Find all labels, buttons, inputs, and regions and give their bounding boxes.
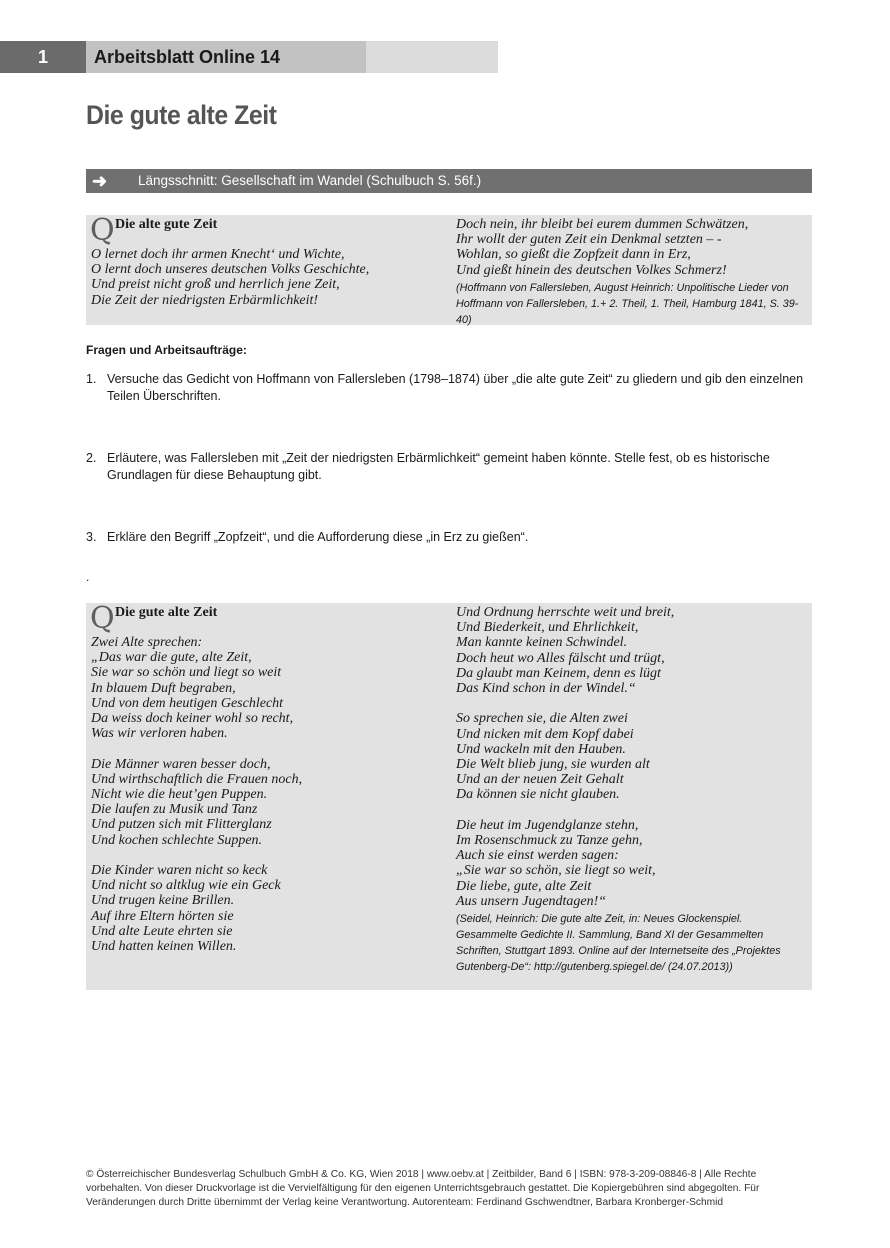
source-box-2 bbox=[86, 603, 812, 990]
task-item bbox=[86, 529, 812, 546]
section-label: Längsschnitt: Gesellschaft im Wandel (Schulbuch S. 56f.) bbox=[138, 173, 482, 188]
stray-dot: . bbox=[86, 570, 90, 584]
source-title: Die gute alte Zeit bbox=[115, 605, 218, 620]
poem-right-lines: Doch nein, ihr bleibt bei eurem dummen Schwätzen, Ihr wollt der guten Zeit ein Denkmal setzten – - Wohlan, so gießt die Zopfzeit dann in Erz, Und gießt hinein des deutschen Volkes Schmerz! bbox=[456, 217, 749, 278]
questions-heading: Fragen und Arbeitsaufträge: bbox=[86, 343, 247, 357]
header-bar-tail bbox=[366, 41, 498, 73]
poem-left-column: O lernet doch ihr armen Knecht‘ und Wichte, O lernt doch unseres deutschen Volks Geschichte, Und preist nicht groß und herrlich jene Zeit, Die Zeit der niedrigsten Erbärmlichkeit! bbox=[91, 247, 370, 308]
source-box-1 bbox=[86, 215, 812, 325]
arrow-right-icon: ➜ bbox=[92, 171, 108, 191]
poem-right-column bbox=[456, 217, 806, 328]
poem-right-column bbox=[456, 605, 806, 975]
source-q-icon: Q bbox=[90, 601, 115, 636]
task-number: 1. bbox=[86, 372, 97, 386]
task-item bbox=[86, 450, 812, 484]
task-text: Erkläre den Begriff „Zopfzeit“, und die Aufforderung diese „in Erz zu gießen“. bbox=[107, 530, 529, 544]
source-citation: (Seidel, Heinrich: Die gute alte Zeit, in: Neues Glockenspiel. Gesammelte Gedichte II. Sammlung, Band XI der Gesammelten Schriften, Stuttgart 1893. Online auf der Internetseite des „Projektes Gutenberg-De“: http://gutenberg.spiegel.de/ (24.07.2013)) bbox=[456, 913, 781, 974]
worksheet-title: Arbeitsblatt Online 14 bbox=[86, 41, 366, 73]
worksheet-number: 1 bbox=[0, 41, 86, 73]
task-item bbox=[86, 371, 812, 405]
poem-right-lines: Und Ordnung herrschte weit und breit, Und Biederkeit, und Ehrlichkeit, Man kannte keinen Schwindel. Doch heut wo Alles fälscht und trügt, Da glaubt man Keinem, denn es lügt Das Kind schon in der Windel.“ So sprechen sie, die Alten zwei Und nicken mit dem Kopf dabei Und wackeln mit den Hauben. Die Welt blieb jung, sie wurden alt Und an der neuen Zeit Gehalt Da können sie nicht glauben. Die heut im Jugendglanze stehn, Im Rosenschmuck zu Tanze gehn, Auch sie einst werden sagen: „Sie war so schön, sie liegt so weit, Die liebe, gute, alte Zeit Aus unsern Jugendtagen!“ bbox=[456, 605, 675, 909]
section-bar bbox=[86, 169, 812, 193]
task-number: 2. bbox=[86, 451, 97, 465]
task-text: Erläutere, was Fallersleben mit „Zeit der niedrigsten Erbärmlichkeit“ gemeint haben könnte. Stelle fest, ob es historische Grundlagen für diese Behauptung gibt. bbox=[107, 451, 770, 482]
task-text: Versuche das Gedicht von Hoffmann von Fallersleben (1798–1874) über „die alte gute Zeit“ zu gliedern und gib den einzelnen Teilen Überschriften. bbox=[107, 372, 804, 403]
copyright-footer: © Österreichischer Bundesverlag Schulbuch GmbH & Co. KG, Wien 2018 | www.oebv.at | Zeitbilder, Band 6 | ISBN: 978-3-209-08846-8 | Alle Rechte vorbehalten. Von dieser Druckvorlage ist die Vervielfältigung für den eigenen Unterrichtsgebrauch gestattet. Die Kopiergebühren sind abgegolten. Für Veränderungen durch Dritte übernimmt der Verlag keine Verantwortung. Autorenteam: Ferdinand Gschwendtner, Barbara Kronberger-Schmid bbox=[86, 1169, 760, 1208]
task-number: 3. bbox=[86, 530, 97, 544]
source-q-icon: Q bbox=[90, 213, 115, 248]
source-title: Die alte gute Zeit bbox=[115, 217, 218, 232]
page-title: Die gute alte Zeit bbox=[86, 100, 277, 130]
source-citation: (Hoffmann von Fallersleben, August Heinrich: Unpolitische Lieder von Hoffmann von Fallersleben, 1.+ 2. Theil, 1. Theil, Hamburg 1841, S. 39-40) bbox=[456, 281, 799, 326]
poem-left-column: Zwei Alte sprechen: „Das war die gute, alte Zeit, Sie war so schön und liegt so weit In blauem Duft begraben, Und von dem heutigen Geschlecht Da weiss doch keiner wohl so recht, Was wir verloren haben. Die Männer waren besser doch, Und wirthschaftlich die Frauen noch, Nicht wie die heut’gen Puppen. Die laufen zu Musik und Tanz Und putzen sich mit Flitterglanz Und kochen schlechte Suppen. Die Kinder waren nicht so keck Und nicht so altklug wie ein Geck Und trugen keine Brillen. Auf ihre Eltern hörten sie Und alte Leute ehrten sie Und hatten keinen Willen. bbox=[91, 635, 303, 955]
